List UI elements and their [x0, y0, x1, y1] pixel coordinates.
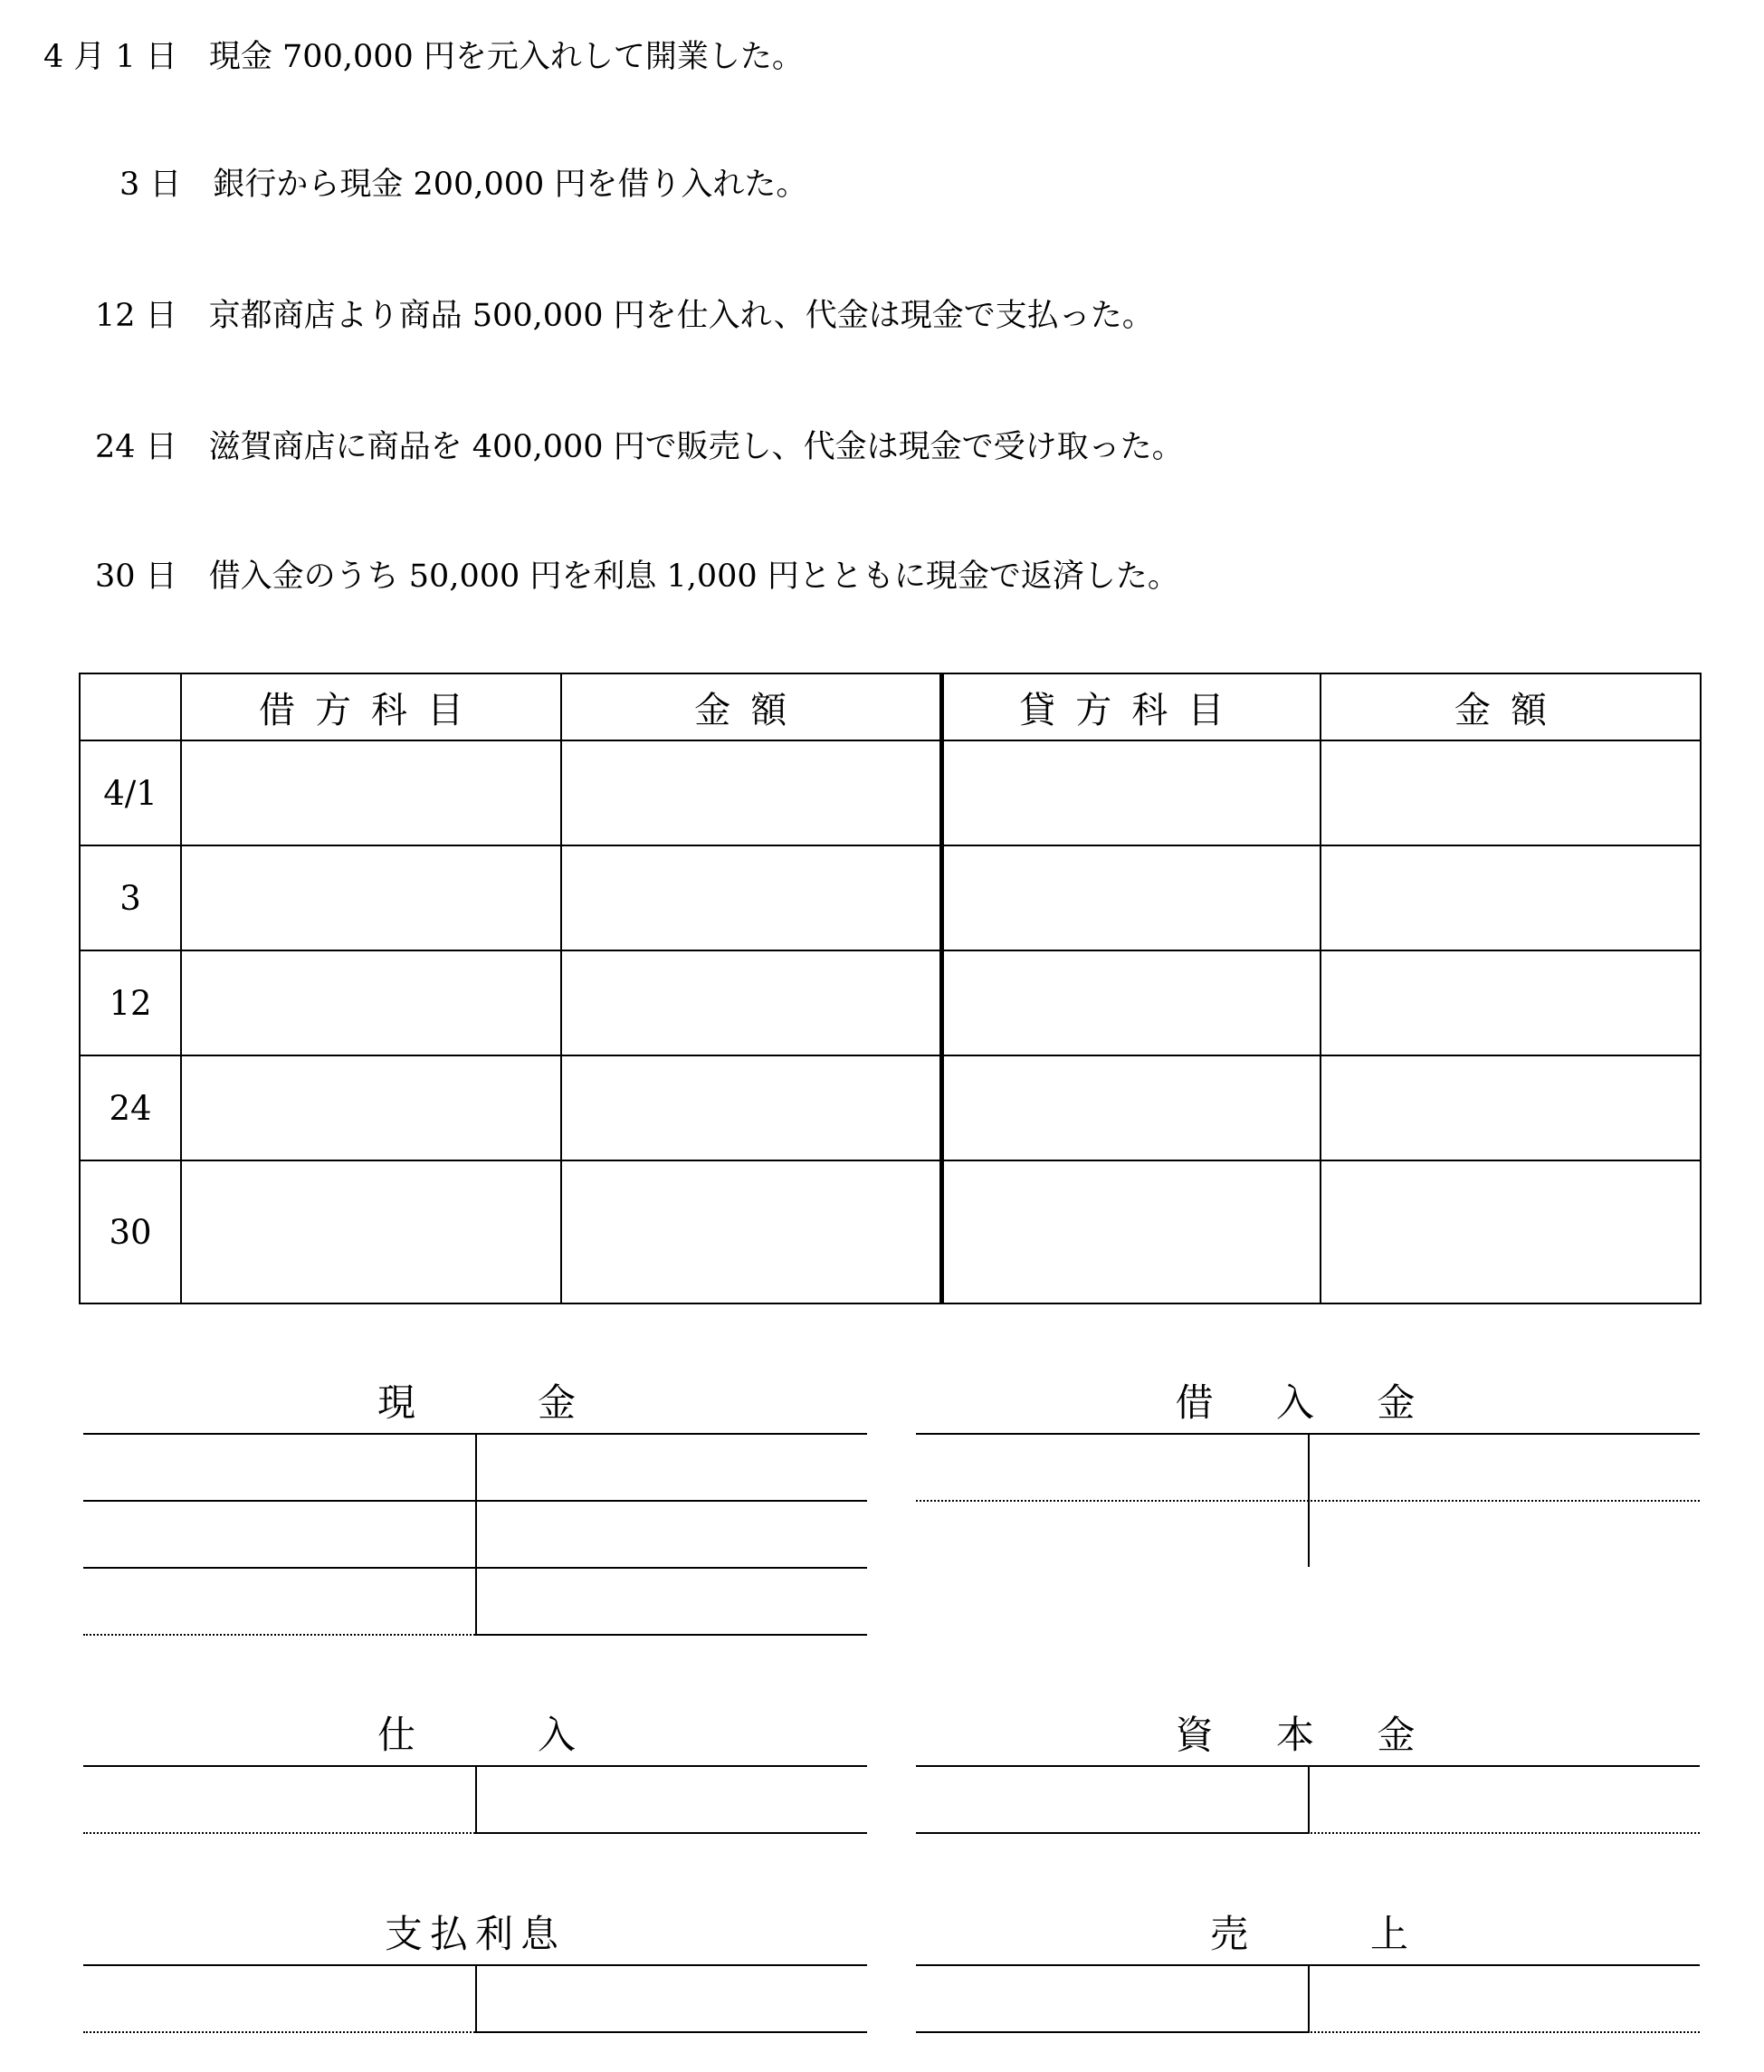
credit-amount-cell[interactable] — [1321, 740, 1701, 845]
t-account-divider — [1308, 1433, 1310, 1567]
journal-date: 24 — [80, 1055, 181, 1160]
t-account-bottom-line — [1308, 1832, 1700, 1834]
journal-date: 3 — [80, 845, 181, 950]
t-account-purchases — [83, 1708, 867, 1835]
credit-amount-cell[interactable] — [1321, 1160, 1701, 1303]
t-account-bottom-line — [475, 2031, 867, 2033]
journal-header-debit-amount: 金額 — [561, 673, 941, 740]
journal-row — [80, 845, 1701, 950]
journal-row — [80, 1055, 1701, 1160]
t-account-title-right: 上 — [1370, 1912, 1409, 1956]
credit-amount-cell[interactable] — [1321, 845, 1701, 950]
t-account-divider — [1308, 1765, 1310, 1834]
t-account-title-left: 現 — [377, 1380, 416, 1425]
t-account-bottom-line — [916, 2031, 1308, 2033]
journal-row — [80, 1160, 1701, 1303]
debit-account-cell[interactable] — [181, 1055, 561, 1160]
transaction-line-5: 30 日 借入金のうち 50,000 円を利息 1,000 円とともに現金で返済した。 — [95, 559, 1179, 595]
t-account-divider — [475, 1964, 477, 2033]
t-account-title — [83, 1376, 867, 1430]
t-account-divider — [1308, 1964, 1310, 2033]
journal-date: 30 — [80, 1160, 181, 1303]
t-account-sales — [916, 1907, 1700, 2034]
t-account-bottom-line — [83, 1634, 475, 1636]
t-account-title: 支払利息 — [384, 1912, 566, 1956]
journal-header-debit-account: 借方科目 — [181, 673, 561, 740]
credit-account-cell[interactable] — [941, 845, 1321, 950]
t-account-title — [83, 1708, 867, 1762]
journal-header-credit-amount: 金額 — [1321, 673, 1701, 740]
t-account-bottom-line — [83, 2031, 475, 2033]
credit-account-cell[interactable] — [941, 1160, 1321, 1303]
t-account-title-left: 売 — [1210, 1912, 1249, 1956]
t-account-bottom-line — [83, 1832, 475, 1834]
debit-amount-cell[interactable] — [561, 845, 941, 950]
t-account-title-right: 金 — [538, 1380, 577, 1425]
t-account-bottom-line — [916, 1832, 1308, 1834]
t-account-divider — [475, 1765, 477, 1834]
t-account-capital — [916, 1708, 1700, 1835]
debit-account-cell[interactable] — [181, 740, 561, 845]
debit-account-cell[interactable] — [181, 845, 561, 950]
debit-amount-cell[interactable] — [561, 1160, 941, 1303]
credit-amount-cell[interactable] — [1321, 1055, 1701, 1160]
journal-row — [80, 740, 1701, 845]
debit-amount-cell[interactable] — [561, 1055, 941, 1160]
t-account-bottom-line — [475, 1634, 867, 1636]
debit-account-cell[interactable] — [181, 950, 561, 1055]
t-account-title — [916, 1907, 1700, 1962]
debit-amount-cell[interactable] — [561, 740, 941, 845]
journal-table — [79, 673, 1702, 1304]
t-account-divider — [475, 1433, 477, 1636]
t-account-interest — [83, 1907, 867, 2034]
journal-header-credit-account: 貸方科目 — [941, 673, 1321, 740]
t-account-borrowings — [916, 1376, 1700, 1584]
debit-amount-cell[interactable] — [561, 950, 941, 1055]
t-account-title: 資 本 金 — [1175, 1713, 1441, 1757]
credit-account-cell[interactable] — [941, 950, 1321, 1055]
transaction-line-4: 24 日 滋賀商店に商品を 400,000 円で販売し、代金は現金で受け取った。 — [95, 429, 1184, 465]
t-account-cash — [83, 1376, 867, 1638]
t-account-bottom-line — [475, 1832, 867, 1834]
credit-account-cell[interactable] — [941, 740, 1321, 845]
journal-header-row — [80, 673, 1701, 740]
journal-date: 12 — [80, 950, 181, 1055]
transaction-line-3: 12 日 京都商店より商品 500,000 円を仕入れ、代金は現金で支払った。 — [95, 298, 1154, 334]
credit-amount-cell[interactable] — [1321, 950, 1701, 1055]
transaction-line-2: 3 日 銀行から現金 200,000 円を借り入れた。 — [119, 167, 808, 203]
transaction-line-1: 4 月 1 日 現金 700,000 円を元入れして開業した。 — [43, 39, 804, 75]
debit-account-cell[interactable] — [181, 1160, 561, 1303]
journal-row — [80, 950, 1701, 1055]
t-account-title: 借 入 金 — [1175, 1380, 1441, 1425]
t-account-title-right: 入 — [538, 1713, 577, 1757]
t-account-bottom-line — [1308, 2031, 1700, 2033]
t-account-title-left: 仕 — [377, 1713, 416, 1757]
journal-header-date — [80, 673, 181, 740]
credit-account-cell[interactable] — [941, 1055, 1321, 1160]
journal-date: 4/1 — [80, 740, 181, 845]
